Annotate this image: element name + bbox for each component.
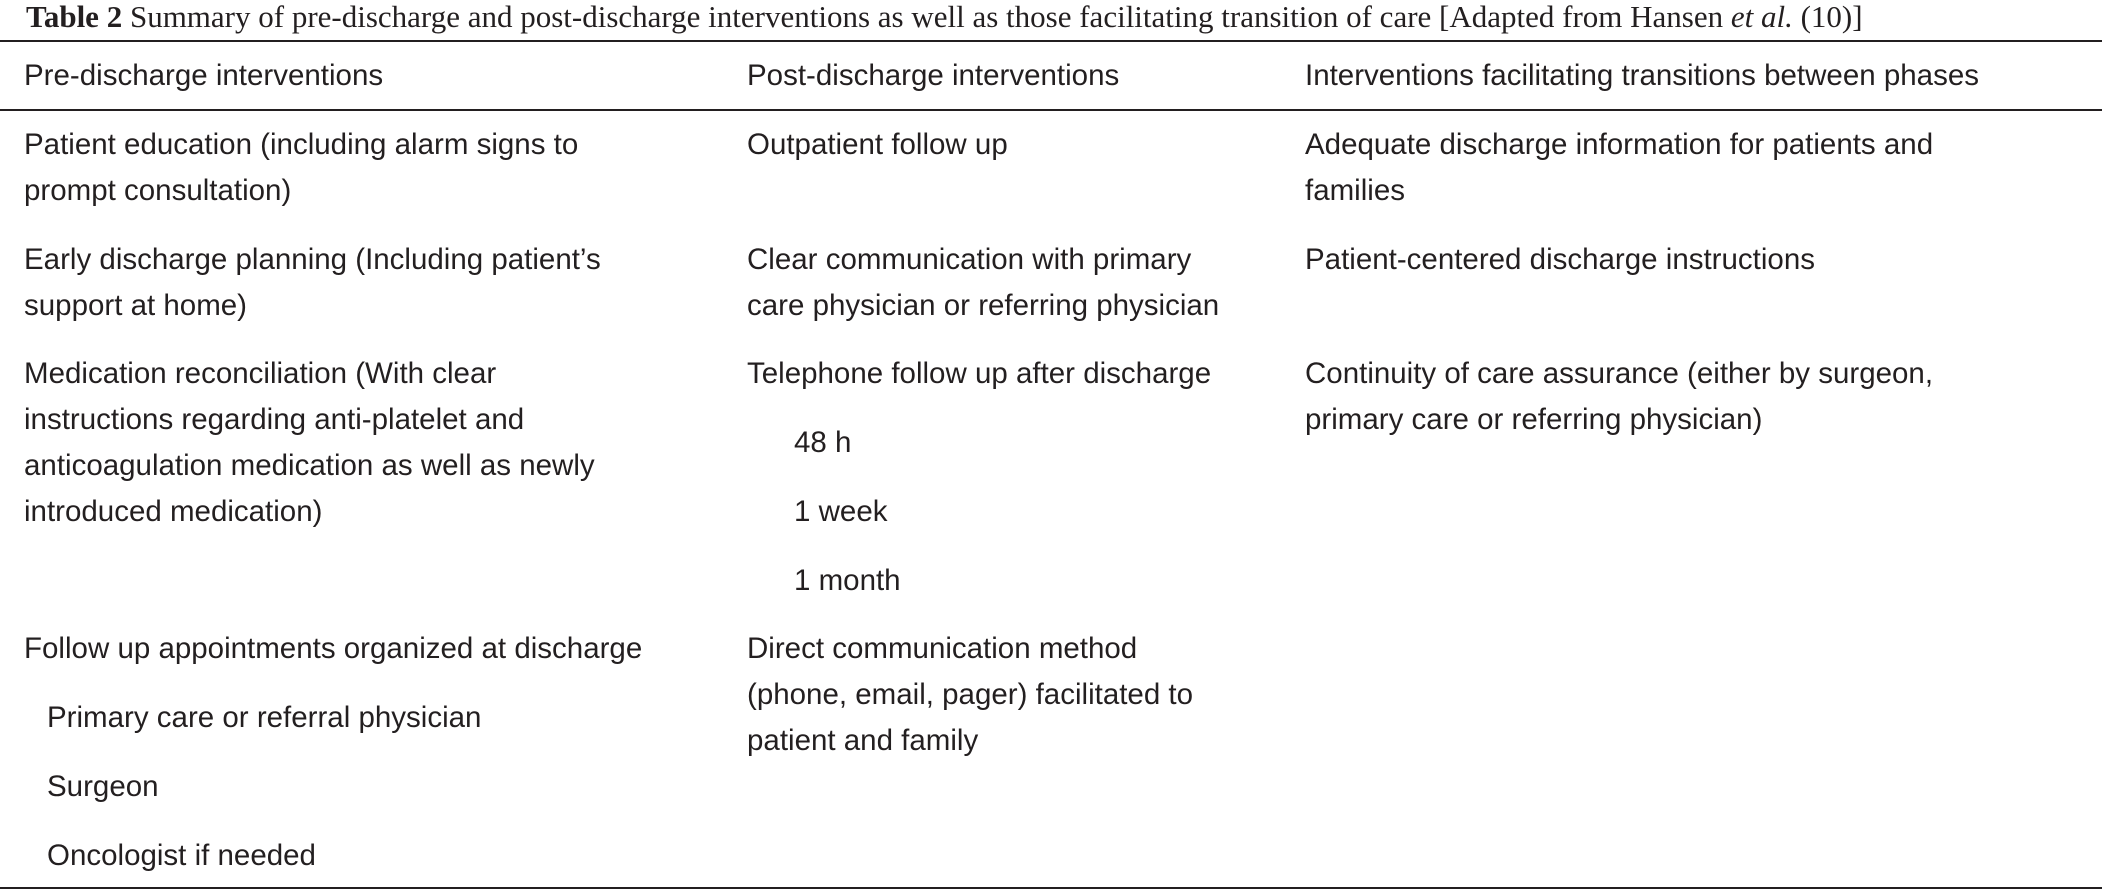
row1-pre (24, 122, 578, 214)
row4-pre-sub-3: Oncologist if needed (47, 839, 316, 872)
header-pre-discharge: Pre-discharge interventions (24, 59, 384, 92)
cell-line: primary care or referring physician) (1305, 403, 1763, 436)
row3-pre (24, 351, 595, 535)
row4-post (747, 626, 1193, 764)
cell-line: introduced medication) (24, 495, 323, 528)
row3-post-sub-3: 1 month (794, 564, 901, 597)
cell-line: families (1305, 174, 1405, 207)
row2-pre (24, 237, 601, 329)
table-label: Table 2 (26, 0, 123, 34)
cell-line: Direct communication method (747, 632, 1138, 665)
cell-line: instructions regarding anti-platelet and (24, 403, 525, 436)
row4-pre (24, 626, 642, 672)
cell-line: Continuity of care assurance (either by surgeon, (1305, 357, 1934, 390)
row1-post (747, 122, 1008, 168)
caption-text-end: (10)] (1792, 0, 1863, 34)
cell-line: Early discharge planning (Including patient’s (24, 243, 601, 276)
cell-line: Clear communication with primary (747, 243, 1192, 276)
cell-line: anticoagulation medication as well as newly (24, 449, 595, 482)
cell-line: prompt consultation) (24, 174, 292, 207)
row3-post-sub-1: 48 h (794, 426, 852, 459)
row4-pre-sub-2: Surgeon (47, 770, 159, 803)
cell-line: Outpatient follow up (747, 128, 1008, 161)
top-rule (0, 40, 2102, 42)
header-rule (0, 109, 2102, 111)
row1-transition (1305, 122, 1933, 214)
header-transitions: Interventions facilitating transitions between phases (1305, 59, 1979, 92)
cell-line: Patient education (including alarm signs to (24, 128, 579, 161)
cell-line: Medication reconciliation (With clear (24, 357, 497, 390)
cell-line: care physician or referring physician (747, 289, 1220, 322)
caption-text: Summary of pre-discharge and post-discharge interventions as well as those facilitating transition of care [Adapted from Hansen (122, 0, 1731, 34)
cell-line: Adequate discharge information for patients and (1305, 128, 1934, 161)
cell-line: Patient-centered discharge instructions (1305, 243, 1815, 276)
caption-italic: et al. (1730, 0, 1793, 34)
row4-pre-sub-1: Primary care or referral physician (47, 701, 482, 734)
cell-line: patient and family (747, 724, 979, 757)
cell-line: Telephone follow up after discharge (747, 357, 1212, 390)
header-post-discharge: Post-discharge interventions (747, 59, 1120, 92)
bottom-rule (0, 887, 2102, 889)
row3-transition (1305, 351, 1933, 443)
row3-post-sub-2: 1 week (794, 495, 888, 528)
table-caption (26, 0, 2102, 36)
cell-line: (phone, email, pager) facilitated to (747, 678, 1194, 711)
row3-post (747, 351, 1211, 397)
row2-transition (1305, 237, 1815, 283)
cell-line: Follow up appointments organized at discharge (24, 632, 643, 665)
cell-line: support at home) (24, 289, 248, 322)
row2-post (747, 237, 1219, 329)
